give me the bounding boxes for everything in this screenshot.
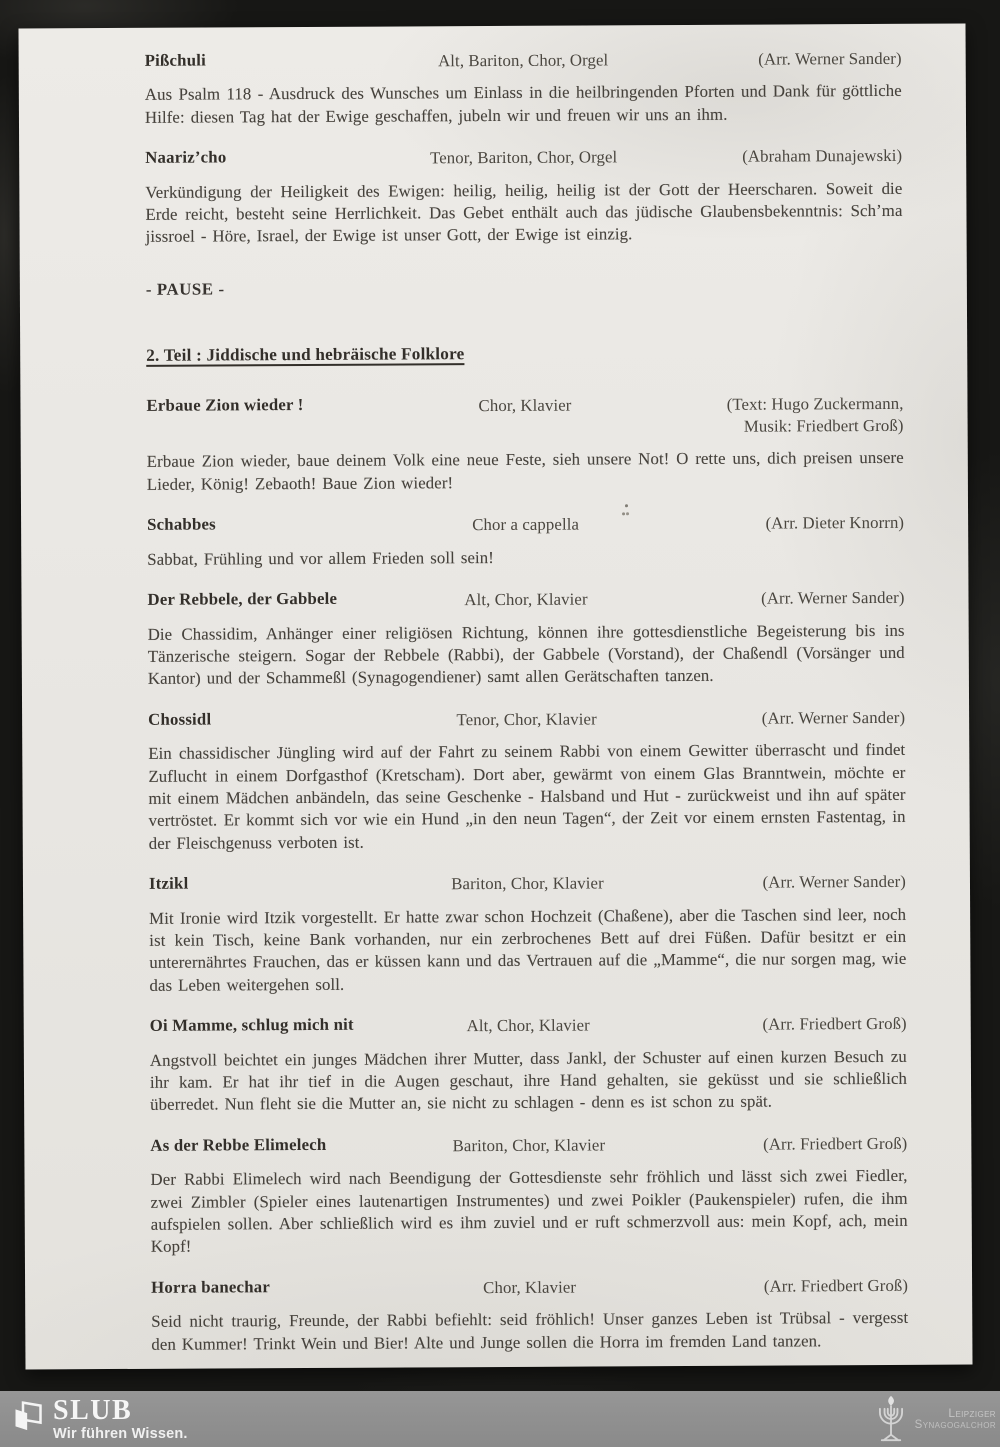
piece-title: Naariz’cho [145,147,227,168]
piece-credit-line: (Arr. Dieter Knorrn) [765,513,905,533]
piece-credit-line: (Abraham Dunajewski) [742,146,903,166]
piece-scoring: Bariton, Chor, Klavier [452,1135,606,1156]
piece-title: Erbaue Zion wieder ! [146,394,304,415]
slub-logo [13,1397,188,1442]
piece-description: Mit Ironie wird Itzik vorgestellt. Er hatte zwar schon Hochzeit (Chaßene), aber die Taschen sind leer, noch ist kein Tisch, keine Bank vorhanden, nur ein zerbrochenes Bett auf drei Füßen. Dafür besitzt er ein unterernährtes Frauchen, das er küssen kann und das Vertrauen auf die „Mamme“, die nur sorgen mag, wie das Leben weitergehen soll. [149,904,907,995]
piece-scoring: Alt, Chor, Klavier [464,589,588,610]
piece-scoring: Chor a cappella [472,514,580,535]
piece-title: Chossidl [148,709,212,729]
piece-title: As der Rebbe Elimelech [150,1134,327,1155]
piece-credit [762,705,906,730]
piece-credit [764,1273,908,1298]
piece-description: Der Rabbi Elimelech wird nach Beendigung der Gottesdienste sehr fröhlich und lässt sich zwei Fiedler, zwei Zimbler (Spieler eines lautenartigen Instrumentes) und zwei Poikler (Paukenspieler) rufen, die ihm aufspielen sollen. Aber schließlich wird es ihm zuviel und er ruft schmerzvoll aus: mein Kopf, ach, mein Kopf! [150,1166,908,1257]
piece-credit-line: (Arr. Werner Sander) [758,48,902,69]
piece-header-row [150,1131,907,1159]
piece-description: Angstvoll beichtet ein junges Mädchen ihrer Mutter, dass Jankl, der Schuster auf einen kurzen Besuch zu ihr kam. Er hat ihr tief in die Augen geschaut, ihre Hand gehalten, sie geküsst und sie schließlich überredet. Nun fleht sie die Mutter an, sie nicht zu schlagen - denn es ist schon zu spät. [149,1046,908,1115]
piece-header-row [146,391,903,442]
piece-credit [758,46,902,71]
piece-description: Die Chassidim, Anhänger einer religiösen Richtung, können ihre gottesdienstliche Begeisterung bis ins Tänzerische steigern. Sogar der Rebbele (Rabbi), der Gabbele (Vorstand), der Chaßendl (Vorsänger und Kantor) und der Schammeßl (Synagogendiener) samt allen Gerätschaften tanzen. [147,620,905,689]
piece-title: Schabbes [147,514,216,535]
synagogalchor-logo [872,1395,996,1443]
program-piece [145,46,902,129]
piece-description: Ein chassidischer Jüngling wird auf der Fahrt zu seinem Rabbi von einem Gewitter überrascht und findet Zuflucht in einem Dorfgasthof (Kretscham). Dort aber, gewärmt von einem Glas Branntwein, möchte er mit einem Mädchen anbändeln, das seine Geschenke - Halsband und Hut - zurückweist und ihn auf später vertröstet. Er kommt sich vor wie ein Hund „in den neun Tagen“, der Zeit vor einem ernsten Fastentag, in der Fleischgenuss verboten ist. [148,739,906,853]
piece-title: Horra banechar [151,1277,270,1297]
program-piece [150,1011,908,1117]
piece-credit-line: Musik: Friedbert Groß) [743,415,904,436]
piece-scoring: Alt, Chor, Klavier [466,1015,590,1036]
piece-scoring: Chor, Klavier [478,395,572,415]
piece-credit-line: (Arr. Friedbert Groß) [762,1014,907,1034]
piece-scoring: Chor, Klavier [483,1277,577,1297]
piece-credit [761,585,905,610]
piece-header-row [151,1273,908,1301]
piece-title: Der Rebbele, der Gabbele [147,588,338,609]
piece-credit-line: (Arr. Werner Sander) [761,707,906,728]
piece-description: Sabbat, Frühling und vor allem Frieden soll sein! [147,547,494,569]
piece-header-row [147,585,904,613]
synagogalchor-text [915,1407,996,1432]
pause-label: - PAUSE - [145,279,225,299]
piece-credit [742,143,902,168]
piece-header-row [147,510,904,538]
piece-credit [762,1011,906,1036]
piece-header-row [149,869,906,897]
piece-header-row [145,46,902,74]
piece-header-row [148,705,905,733]
piece-credit [727,391,904,439]
program-piece [147,510,904,571]
program-piece [150,1131,908,1259]
piece-description: Seid nicht traurig, Freunde, der Rabbi befiehlt: seid fröhlich! Unser ganzes Leben ist Trübsal - vergesst den Kummer! Trinkt Wein und Bier! Alte und Junge sollen die Horra im fremden Land tanzen. [151,1308,909,1354]
synagogalchor-line1: Leipziger [948,1405,996,1420]
piece-scoring: Bariton, Chor, Klavier [451,873,604,894]
piece-credit-line: (Arr. Friedbert Groß) [763,1133,908,1154]
piece-header-row [145,143,902,171]
piece-description: Erbaue Zion wieder, baue deinem Volk eine neue Feste, sieh unsere Not! O rette uns, dich preisen unsere Lieder, König! Zebaoth! Baue Zion wieder! [146,448,904,494]
piece-credit-line: (Arr. Werner Sander) [761,587,905,608]
piece-credit-line: (Arr. Friedbert Groß) [763,1275,909,1296]
scanned-program-page [18,24,972,1370]
part-heading: 2. Teil : Jiddische und hebräische Folklore [146,344,465,366]
slub-book-icon [13,1399,43,1433]
program-piece [151,1273,908,1356]
slub-wordmark-group [53,1397,188,1442]
piece-title: Pißchuli [144,50,207,70]
branding-footer [0,1391,1000,1447]
piece-credit-line: (Text: Hugo Zuckermann, [726,393,904,414]
program-piece [147,585,905,691]
piece-scoring: Alt, Bariton, Chor, Orgel [437,50,609,71]
piece-scoring: Tenor, Chor, Klavier [456,709,597,729]
program-piece [149,869,907,997]
piece-scoring: Tenor, Bariton, Chor, Orgel [430,147,618,168]
piece-title: Oi Mamme, schlug mich nit [149,1014,354,1036]
menorah-icon [872,1395,910,1443]
program-piece [145,143,903,249]
piece-credit [763,1131,907,1156]
piece-description: Aus Psalm 118 - Ausdruck des Wunsches um Einlass in die heilbringenden Pforten und Dank für göttliche Hilfe: diesen Tag hat der Ewige geschaffen, jubeln wir und freuen wir uns an ihm. [144,81,902,127]
piece-credit [766,510,905,535]
program-piece [146,391,904,497]
program-piece [148,705,906,855]
slub-wordmark: SLUB [53,1395,133,1426]
piece-description: Verkündigung der Heiligkeit des Ewigen: heilig, heilig, heilig ist der Gott der Heerscharen. Soweit die Erde reicht, besteht seine Herrlichkeit. Das Gebet enthält auch das jüdische Glaubensbekenntnis: Sch’ma jissroel - Höre, Israel, der Ewige ist unser Gott, der Ewige ist einzig. [145,178,903,247]
piece-title: Itzikl [148,873,189,893]
piece-credit-line: (Arr. Werner Sander) [762,872,907,892]
slub-tagline: Wir führen Wissen. [53,1426,188,1442]
pencil-mark [625,504,628,507]
synagogalchor-line2: Synagogalchor [914,1419,996,1431]
program-text [18,24,972,1370]
piece-header-row [150,1011,907,1039]
piece-credit [763,869,907,894]
